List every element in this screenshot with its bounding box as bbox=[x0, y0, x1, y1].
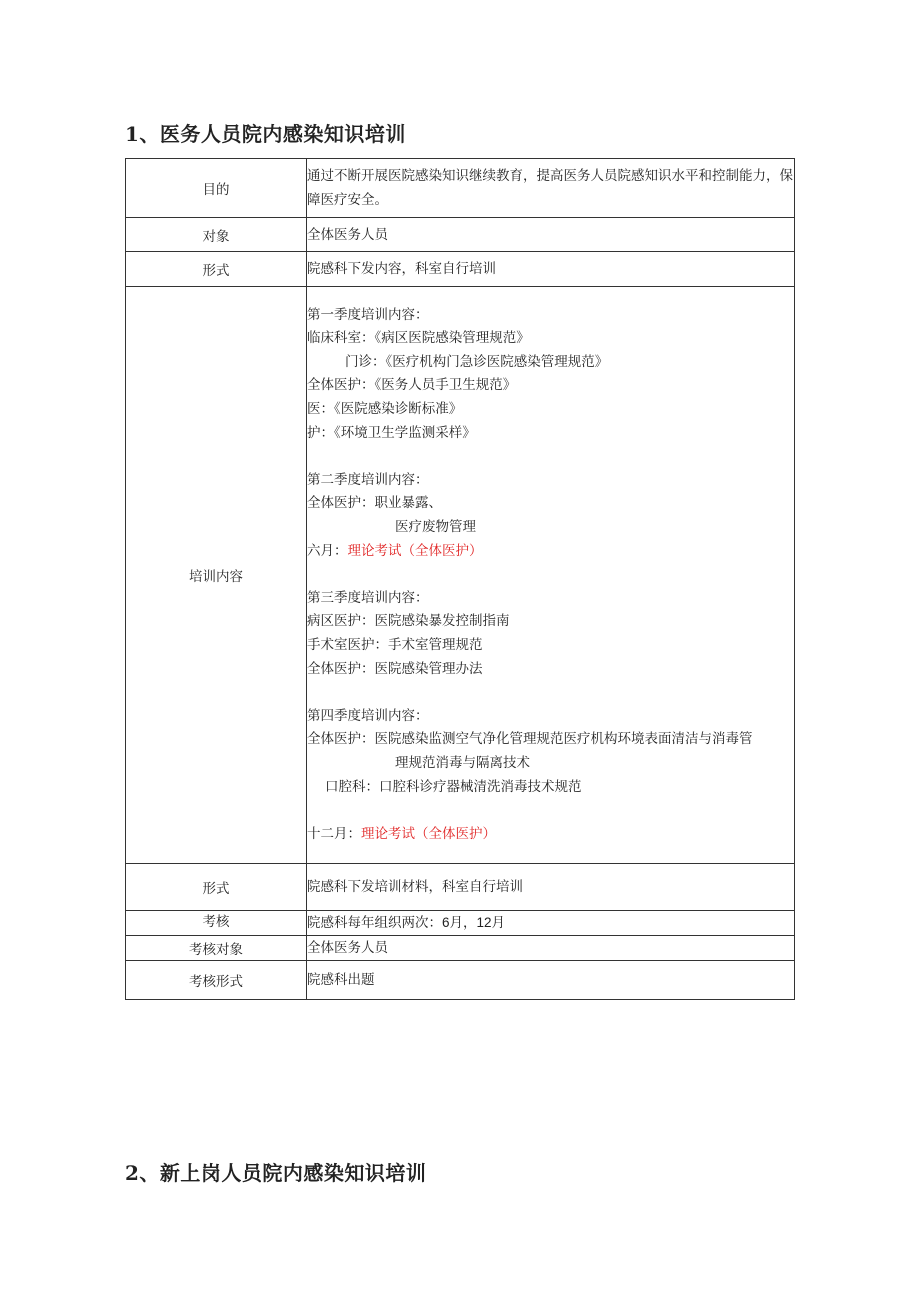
q4-exam-text: 理论考试（全体医护） bbox=[361, 825, 496, 842]
target-label: 对象 bbox=[126, 218, 307, 252]
form2-value: 院感科下发培训材料，科室自行培训 bbox=[307, 864, 795, 911]
q2-exam-prefix: 六月： bbox=[307, 542, 348, 559]
q4-line-continued: 理规范消毒与隔离技术 bbox=[395, 754, 530, 771]
section-2-number: 2、 bbox=[125, 1161, 160, 1185]
q2-line: 全体医护：职业暴露、 bbox=[307, 495, 442, 512]
section-2-heading bbox=[125, 1157, 426, 1186]
q3-title: 第三季度培训内容： bbox=[307, 589, 429, 606]
assessment-form-value: 院感科出题 bbox=[307, 961, 795, 1000]
content-value bbox=[307, 287, 795, 864]
target-value: 全体医务人员 bbox=[307, 218, 795, 252]
q1-line: 医：《医院感染诊断标准》 bbox=[307, 401, 463, 418]
table-row bbox=[126, 252, 795, 287]
section-1-title: 医务人员院内感染知识培训 bbox=[159, 122, 406, 146]
assessment-month-2: 12 bbox=[476, 915, 492, 930]
q4-title: 第四季度培训内容： bbox=[307, 707, 429, 724]
q2-line: 医疗废物管理 bbox=[395, 519, 476, 536]
q1-line: 护：《环境卫生学监测采样》 bbox=[307, 424, 476, 441]
table-row bbox=[126, 218, 795, 252]
form-value: 院感科下发内容，科室自行培训 bbox=[307, 252, 795, 287]
purpose-label: 目的 bbox=[126, 159, 307, 218]
assessment-target-label: 考核对象 bbox=[126, 936, 307, 961]
section-1-number: 1、 bbox=[125, 122, 160, 146]
q3-line: 手术室医护：手术室管理规范 bbox=[307, 636, 483, 653]
assessment-suffix: 月 bbox=[491, 915, 506, 931]
table-row bbox=[126, 936, 795, 961]
section-1-heading bbox=[125, 118, 406, 147]
form-label: 形式 bbox=[126, 252, 307, 287]
q1-title: 第一季度培训内容： bbox=[307, 306, 429, 323]
q4-exam-prefix: 十二月： bbox=[307, 825, 361, 842]
form2-label: 形式 bbox=[126, 864, 307, 911]
q3-line: 全体医护：医院感染管理办法 bbox=[307, 660, 483, 677]
q4-line: 口腔科：口腔科诊疗器械清洗消毒技术规范 bbox=[325, 778, 582, 795]
content-label: 培训内容 bbox=[126, 287, 307, 864]
q1-line: 全体医护：《医务人员手卫生规范》 bbox=[307, 377, 517, 394]
table-row bbox=[126, 911, 795, 936]
table-row bbox=[126, 961, 795, 1000]
q2-title: 第二季度培训内容： bbox=[307, 471, 429, 488]
q4-exam bbox=[307, 823, 794, 847]
q2-exam-text: 理论考试（全体医护） bbox=[347, 542, 483, 559]
q3-line: 病区医护：医院感染暴发控制指南 bbox=[307, 613, 510, 630]
training-plan-table bbox=[125, 158, 795, 1000]
assessment-value bbox=[307, 911, 795, 936]
assessment-form-label: 考核形式 bbox=[126, 961, 307, 1000]
q4-line: 全体医护：医院感染监测空气净化管理规范医疗机构环境表面清洁与消毒管 bbox=[307, 731, 753, 748]
purpose-value: 通过不断开展医院感染知识继续教育，提高医务人员院感知识水平和控制能力，保障医疗安全。 bbox=[307, 159, 795, 218]
table-row bbox=[126, 159, 795, 218]
q1-line: 门诊：《医疗机构门急诊医院感染管理规范》 bbox=[345, 353, 609, 370]
assessment-separator: 月， bbox=[449, 915, 477, 931]
assessment-prefix: 院感科每年组织两次： bbox=[307, 915, 442, 931]
table-row bbox=[126, 287, 795, 864]
assessment-target-value: 全体医务人员 bbox=[307, 936, 795, 961]
assessment-label: 考核 bbox=[126, 911, 307, 936]
section-2-title: 新上岗人员院内感染知识培训 bbox=[159, 1161, 427, 1185]
q1-line: 临床科室：《病区医院感染管理规范》 bbox=[307, 330, 530, 347]
table-row bbox=[126, 864, 795, 911]
assessment-month-1: 6 bbox=[442, 915, 450, 930]
q2-exam bbox=[307, 540, 794, 564]
